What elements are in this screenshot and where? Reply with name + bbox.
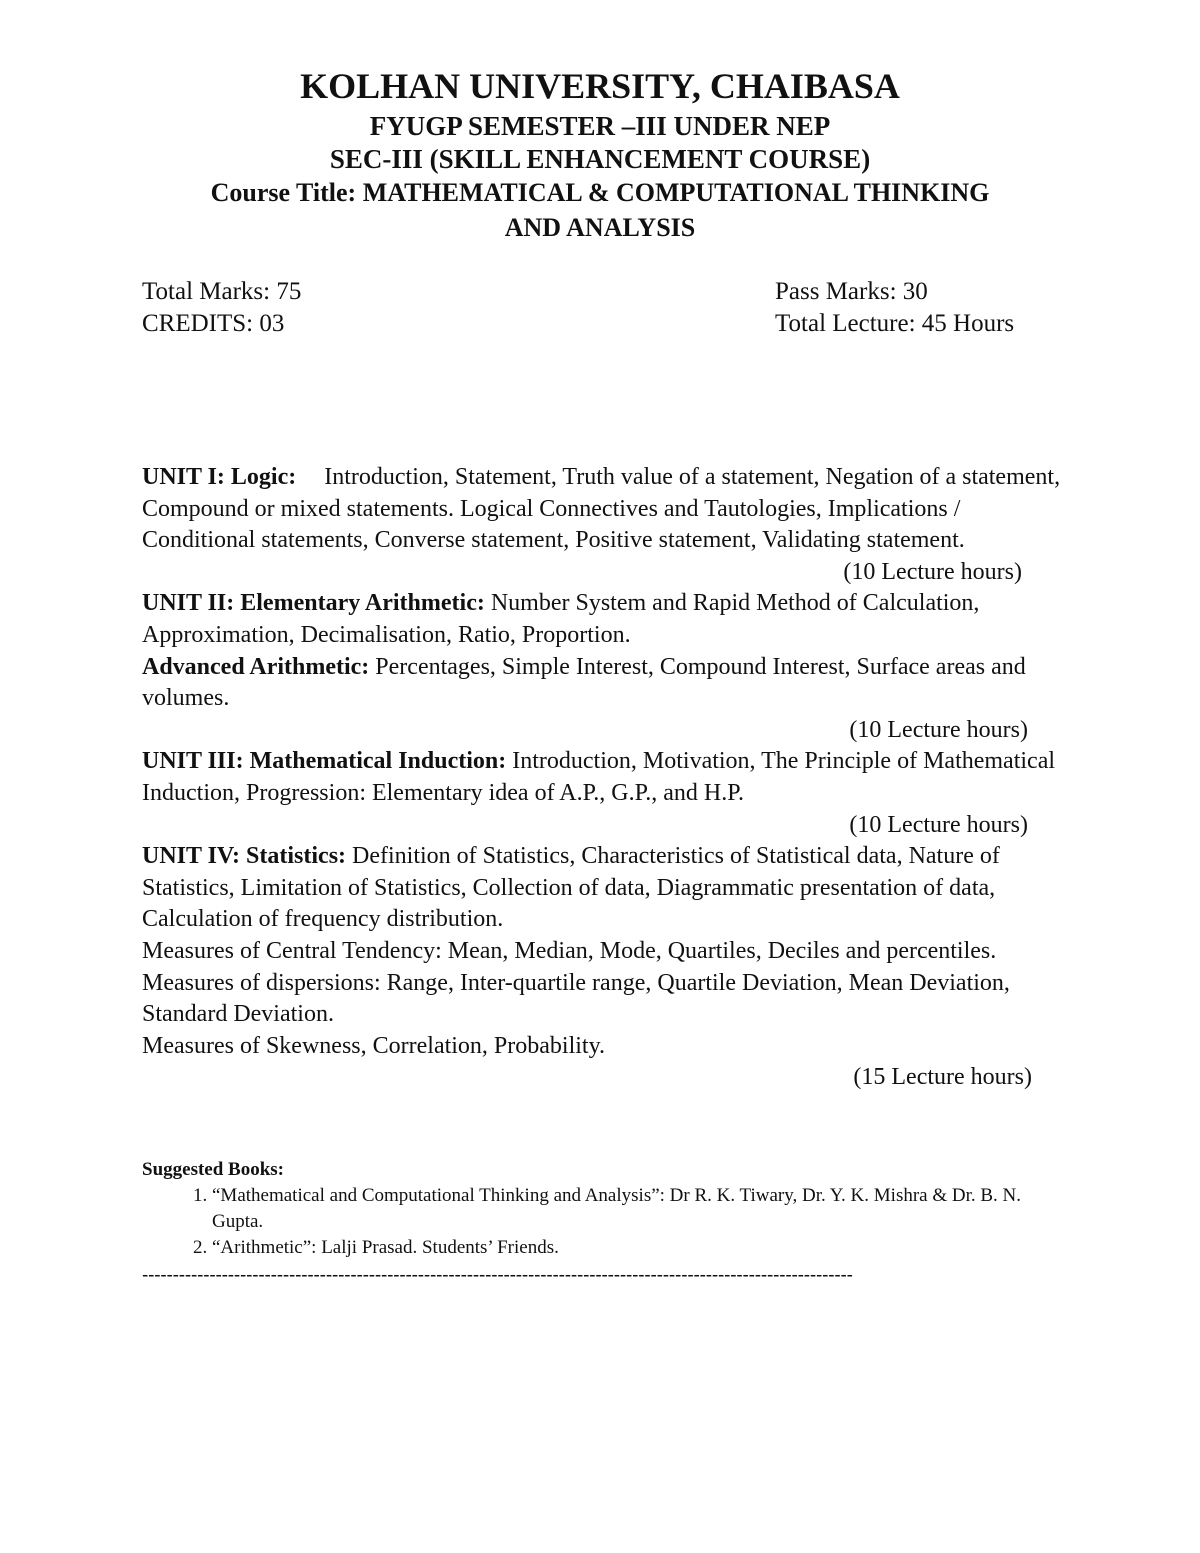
syllabus-body	[142, 462, 1072, 1094]
total-marks: Total Marks: 75	[142, 278, 302, 305]
course-title-line2: AND ANALYSIS	[504, 213, 696, 242]
pass-marks: Pass Marks: 30	[775, 278, 928, 305]
book-item: 2. “Arithmetic”: Lalji Prasad. Students’ Friends.	[212, 1235, 1062, 1261]
unit1-paragraph	[142, 462, 1072, 557]
unit2-hours: (10 Lecture hours)	[849, 716, 1028, 743]
unit2-advanced-label: Advanced Arithmetic:	[142, 653, 370, 680]
books-list	[142, 1183, 1062, 1261]
credits: CREDITS: 03	[142, 310, 285, 337]
unit1-hours: (10 Lecture hours)	[843, 558, 1022, 585]
unit4-skewness: Measures of Skewness, Correlation, Probability.	[142, 1032, 606, 1059]
semester-title: FYUGP SEMESTER –III UNDER NEP	[369, 111, 831, 141]
unit4-paragraph	[142, 841, 1072, 936]
unit1-text: Introduction, Statement, Truth value of a statement, Negation of a statement, Compound or mixed statements. Logical Connectives and Tautologies, Implications / Conditional statements, Converse statement, Positive statement, Validating statement.	[142, 464, 1061, 554]
suggested-books	[142, 1157, 1062, 1261]
unit2-label: UNIT II: Elementary Arithmetic:	[142, 590, 485, 617]
unit4-hours: (15 Lecture hours)	[853, 1064, 1032, 1091]
unit4-dispersion: Measures of dispersions: Range, Inter-quartile range, Quartile Deviation, Mean Deviation, Standard Deviation.	[142, 969, 1010, 1028]
unit2-paragraph	[142, 588, 1072, 651]
books-title: Suggested Books:	[142, 1159, 284, 1180]
unit4-label: UNIT IV: Statistics:	[142, 843, 347, 870]
dashed-divider: --------------------------------------------------------------------------------------------------------------------	[142, 1266, 853, 1286]
university-title: KOLHAN UNIVERSITY, CHAIBASA	[300, 66, 900, 106]
course-type-title: SEC-III (SKILL ENHANCEMENT COURSE)	[329, 144, 871, 174]
unit2-advanced-text: Percentages, Simple Interest, Compound Interest, Surface areas and volumes.	[142, 653, 1026, 712]
total-lecture: Total Lecture: 45 Hours	[775, 310, 1015, 337]
unit4-text: Definition of Statistics, Characteristics of Statistical data, Nature of Statistics, Limitation of Statistics, Collection of data, Diagrammatic presentation of data, Calculation of frequency distribution.	[142, 843, 1000, 933]
book-item: 1. “Mathematical and Computational Thinking and Analysis”: Dr R. K. Tiwary, Dr. Y. K. Mishra & Dr. B. N. Gupta.	[212, 1183, 1062, 1235]
unit1-label: UNIT I: Logic:	[142, 464, 297, 490]
unit3-hours: (10 Lecture hours)	[849, 811, 1028, 838]
unit3-paragraph	[142, 746, 1072, 809]
unit3-label: UNIT III: Mathematical Induction:	[142, 748, 507, 775]
course-title-line1: Course Title: MATHEMATICAL & COMPUTATIONAL THINKING	[210, 178, 990, 207]
unit4-central-tendency: Measures of Central Tendency: Mean, Median, Mode, Quartiles, Deciles and percentiles.	[142, 937, 997, 964]
unit2-advanced-paragraph	[142, 652, 1072, 715]
unit3-text: Introduction, Motivation, The Principle of Mathematical Induction, Progression: Elementary idea of A.P., G.P., and H.P.	[142, 748, 1056, 806]
unit2-text: Number System and Rapid Method of Calculation, Approximation, Decimalisation, Ratio, Proportion.	[142, 590, 980, 648]
